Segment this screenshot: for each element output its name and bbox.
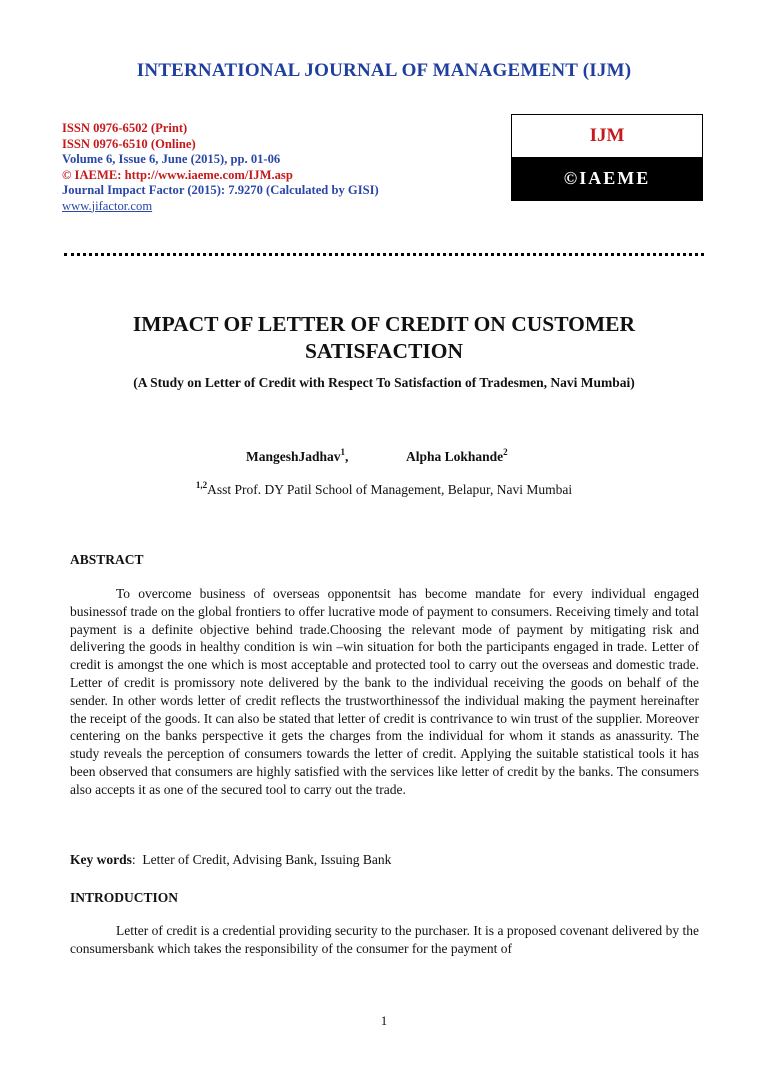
page-number: 1	[380, 1013, 388, 1028]
abstract-heading: ABSTRACT	[70, 552, 144, 567]
affiliation-text: Asst Prof. DY Patil School of Management, Belapur, Navi Mumbai	[207, 482, 573, 497]
journal-title: INTERNATIONAL JOURNAL OF MANAGEMENT (IJM)	[136, 60, 632, 81]
paper-title-line1: IMPACT OF LETTER OF CREDIT ON CUSTOMER	[132, 312, 636, 336]
keywords-colon: :	[131, 852, 136, 867]
keywords	[70, 852, 391, 868]
author-2	[406, 449, 508, 465]
header-divider	[64, 253, 704, 256]
author-1-sup: 1	[340, 447, 346, 457]
journal-website: © IAEME: http://www.iaeme.com/IJM.asp	[62, 167, 293, 182]
volume-info: Volume 6, Issue 6, June (2015), pp. 01-06	[62, 152, 281, 166]
ijm-logo-box	[511, 114, 703, 201]
issn-online: ISSN 0976-6510 (Online)	[62, 136, 196, 151]
journal-info-block	[62, 121, 379, 214]
author-separator: ,	[345, 449, 349, 464]
affiliation	[0, 482, 768, 498]
author-2-sup: 2	[503, 447, 508, 457]
paper-subtitle: (A Study on Letter of Credit with Respect To Satisfaction of Tradesmen, Navi Mumbai)	[133, 375, 635, 390]
paper-title-line2: SATISFACTION	[304, 339, 464, 363]
introduction-heading: INTRODUCTION	[70, 890, 179, 905]
keywords-text: Letter of Credit, Advising Bank, Issuing Bank	[142, 852, 392, 867]
abstract-text: To overcome business of overseas opponentsit has become mandate for every individual engaged businessof trade on the global frontiers to offer lucrative mode of payment to consumers. Receiving timely and total payment is a definite objective behind trade.Choosing the relevant mode of payment by mitigating risk and delivering the goods in healthy condition is win –win situation for both the participants engaged in trade. Letter of credit is amongst the one which is most acceptable and protected tool to carry out the overseas and domestic trade. Letter of credit is promissory note delivered by the bank to the individual receiving the goods on behalf of the sender. In other words letter of credit reflects the trustworthinessof the individual making the payment hereinafter the receipt of the goods. It can also be stated that letter of credit is contrivance to win trust of the supplier. Moreover centering on the banks perspective it gets the charges from the individual for whom it stands as anassurity. The study reveals the perception of consumers towards the letter of credit. Applying the suitable statistical tools it has been observed that consumers are highly satisfied with the services like letter of credit by the banks. The consumers also accepts it as one of the secured tool to carry out the trade.	[70, 586, 699, 797]
keywords-label: Key words	[70, 852, 132, 867]
author-1-name: MangeshJadhav	[246, 449, 341, 464]
paper-title	[0, 311, 768, 365]
introduction-text: Letter of credit is a credential providing security to the purchaser. It is a proposed covenant delivered by the consumersbank which takes the responsibility of the consumer for the payment of	[70, 923, 699, 956]
author-2-name: Alpha Lokhande	[406, 449, 504, 464]
ijm-logo-text: IJM	[589, 125, 625, 146]
author-1	[246, 449, 348, 465]
affiliation-sup: 1,2	[195, 480, 208, 490]
jifactor-link[interactable]: www.jifactor.com	[62, 198, 153, 213]
iaeme-logo-text: ©IAEME	[512, 157, 702, 200]
impact-factor: Journal Impact Factor (2015): 7.9270 (Calculated by GISI)	[62, 183, 379, 197]
issn-print: ISSN 0976-6502 (Print)	[62, 121, 188, 135]
